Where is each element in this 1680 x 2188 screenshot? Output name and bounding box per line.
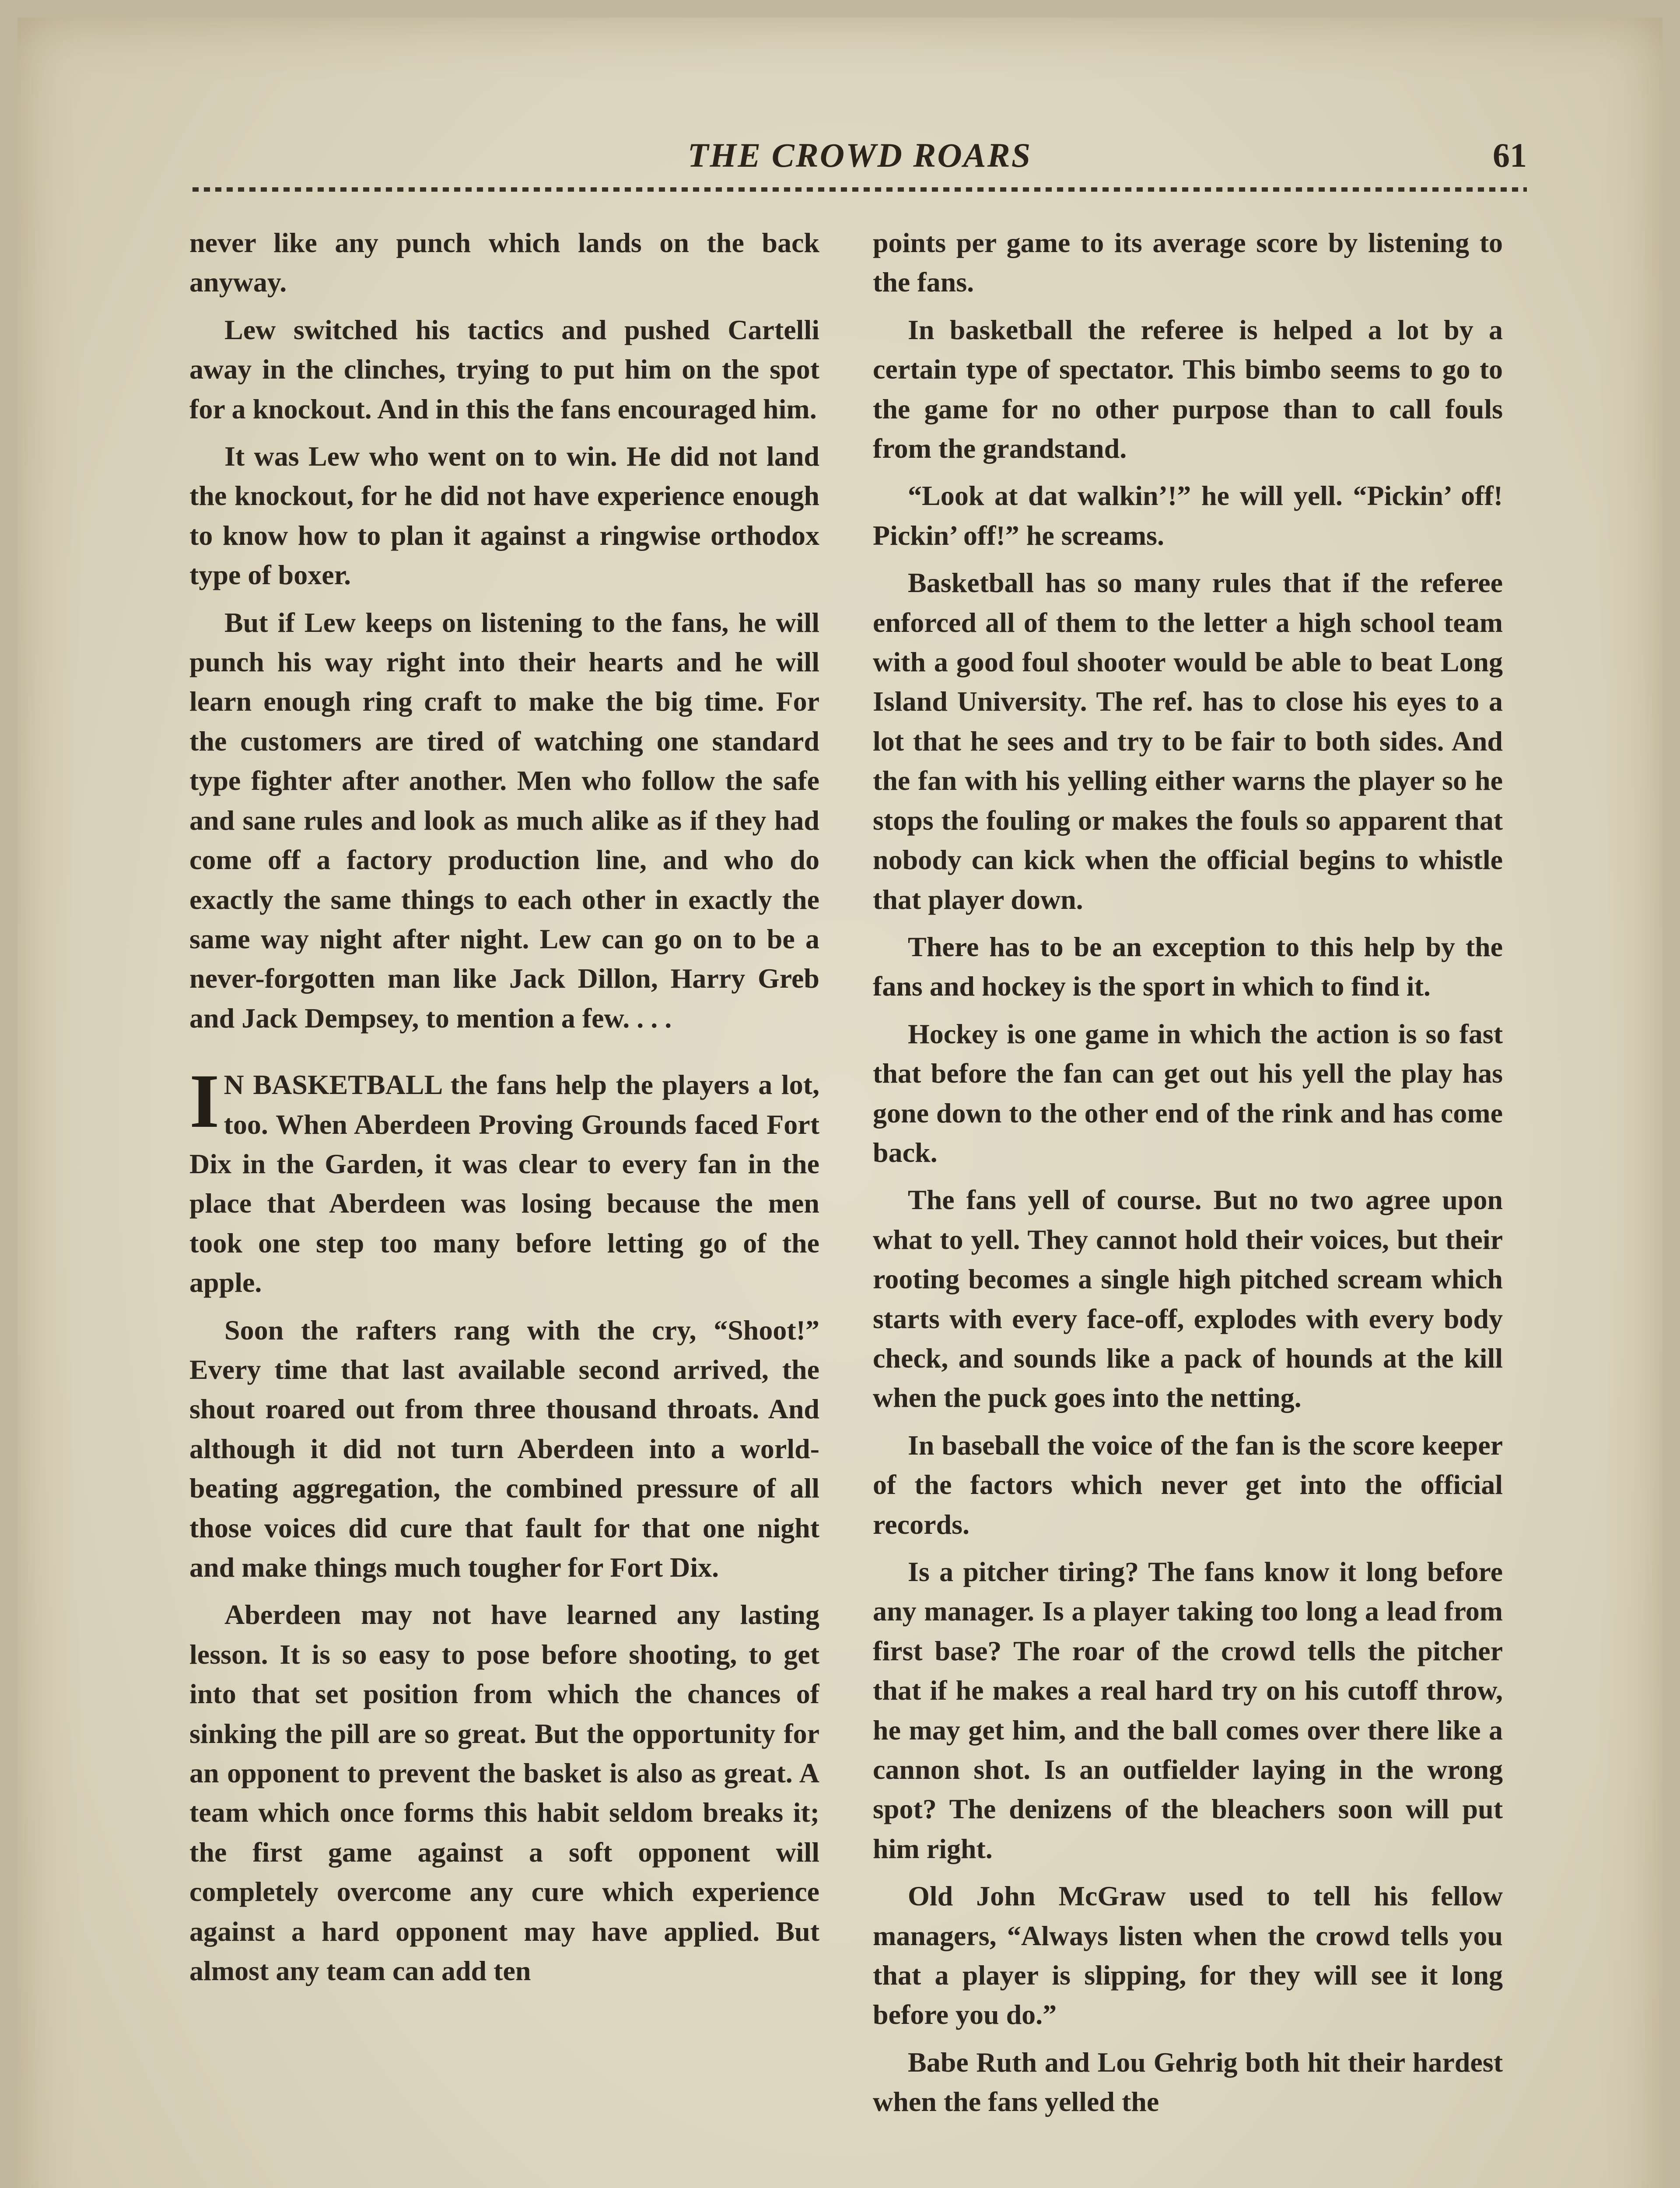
paragraph: points per game to its average score by listening to the fans. [873,227,1503,298]
running-title: THE CROWD ROARS [687,136,1032,174]
paragraph: It was Lew who went on to win. He did not land the knockout, for he did not have experience enough to know how to plan it against a ringwise orthodox type of boxer. [189,441,819,591]
paragraph: Soon the rafters rang with the cry, “Shoot!” Every time that last available second arrived, the shout roared out from three thousand throats. And although it did not turn Aberdeen into a world-beating aggregation, the combined pressure of all those voices did cure that fault for that one night and make things much tougher for Fort Dix. [189,1314,819,1583]
drop-cap: I [189,1059,220,1144]
paragraph: Aberdeen may not have learned any lasting lesson. It is so easy to pose before shooting, to get into that set position from which the chances of sinking the pill are so great. But the opportunity for an opponent to prevent the basket is also as great. A team which once forms this habit seldom breaks it; the first game against a soft opponent will completely overcome any cure which experience against a hard opponent may have applied. But almost any team can add ten [189,1599,819,1987]
paragraph: Lew switched his tactics and pushed Cartelli away in the clinches, trying to put him on the spot for a knockout. And in this the fans encouraged him. [189,314,819,424]
decorative-rule [192,187,1527,192]
right-column [873,223,1503,2130]
page-number: 61 [1493,136,1527,174]
paragraph: Old John McGraw used to tell his fellow managers, “Always listen when the crowd tells you that a player is slipping, for they will see it long before you do.” [873,1880,1503,2030]
paragraph: Babe Ruth and Lou Gehrig both hit their hardest when the fans yelled the [873,2046,1503,2118]
paragraph: There has to be an exception to this help by the fans and hockey is the sport in which to find it. [873,931,1503,1002]
section-opening-paragraph [189,1059,819,1302]
section-lead: N BASKETBALL [224,1069,441,1101]
paragraph: never like any punch which lands on the back anyway. [189,227,819,298]
paragraph: Is a pitcher tiring? The fans know it long before any manager. Is a player taking too long a lead from first base? The roar of the crowd tells the pitcher that if he makes a real hard try on his cutoff throw, he may get him, and the ball comes over there like a cannon shot. Is an outfielder laying in the wrong spot? The denizens of the bleachers soon will put him right. [873,1556,1503,1864]
paragraph: Basketball has so many rules that if the referee enforced all of them to the letter a high school team with a good foul shooter would be able to beat Long Island University. The ref. has to close his eyes to a lot that he sees and try to be fair to both sides. And the fan with his yelling either warns the player so he stops the fouling or makes the fouls so apparent that nobody can kick when the official begins to whistle that player down. [873,567,1503,915]
paragraph: In basketball the referee is helped a lot by a certain type of spectator. This bimbo seems to go to the game for no other purpose than to call fouls from the grandstand. [873,314,1503,464]
paragraph-text: the fans help the players a lot, too. When Aberdeen Proving Grounds faced Fort Dix in the Garden, it was clear to every fan in the place that Aberdeen was losing because the men took one step too many before letting go of the apple. [189,1069,819,1298]
paragraph: In baseball the voice of the fan is the score keeper of the factors which never get into the official records. [873,1429,1503,1540]
paragraph: Hockey is one game in which the action is so fast that before the fan can get out his yell the play has gone down to the other end of the rink and has come back. [873,1018,1503,1168]
book-page [18,18,1662,2188]
left-column [189,223,819,1999]
page-header [192,136,1527,201]
paragraph: But if Lew keeps on listening to the fans, he will punch his way right into their hearts and he will learn enough ring craft to make the big time. For the customers are tired of watching one standard type fighter after another. Men who follow the safe and sane rules and look as much alike as if they had come off a factory production line, and who do exactly the same things to each other in exactly the same way night after night. Lew can go on to be a never-forgotten man like Jack Dillon, Harry Greb and Jack Dempsey, to mention a few. . . . [189,607,819,1034]
paragraph: “Look at dat walkin’!” he will yell. “Pickin’ off! Pickin’ off!” he screams. [873,480,1503,551]
paragraph: The fans yell of course. But no two agree upon what to yell. They cannot hold their voices, but their rooting becomes a single high pitched scream which starts with every face-off, explodes with every body check, and sounds like a pack of hounds at the kill when the puck goes into the netting. [873,1184,1503,1413]
